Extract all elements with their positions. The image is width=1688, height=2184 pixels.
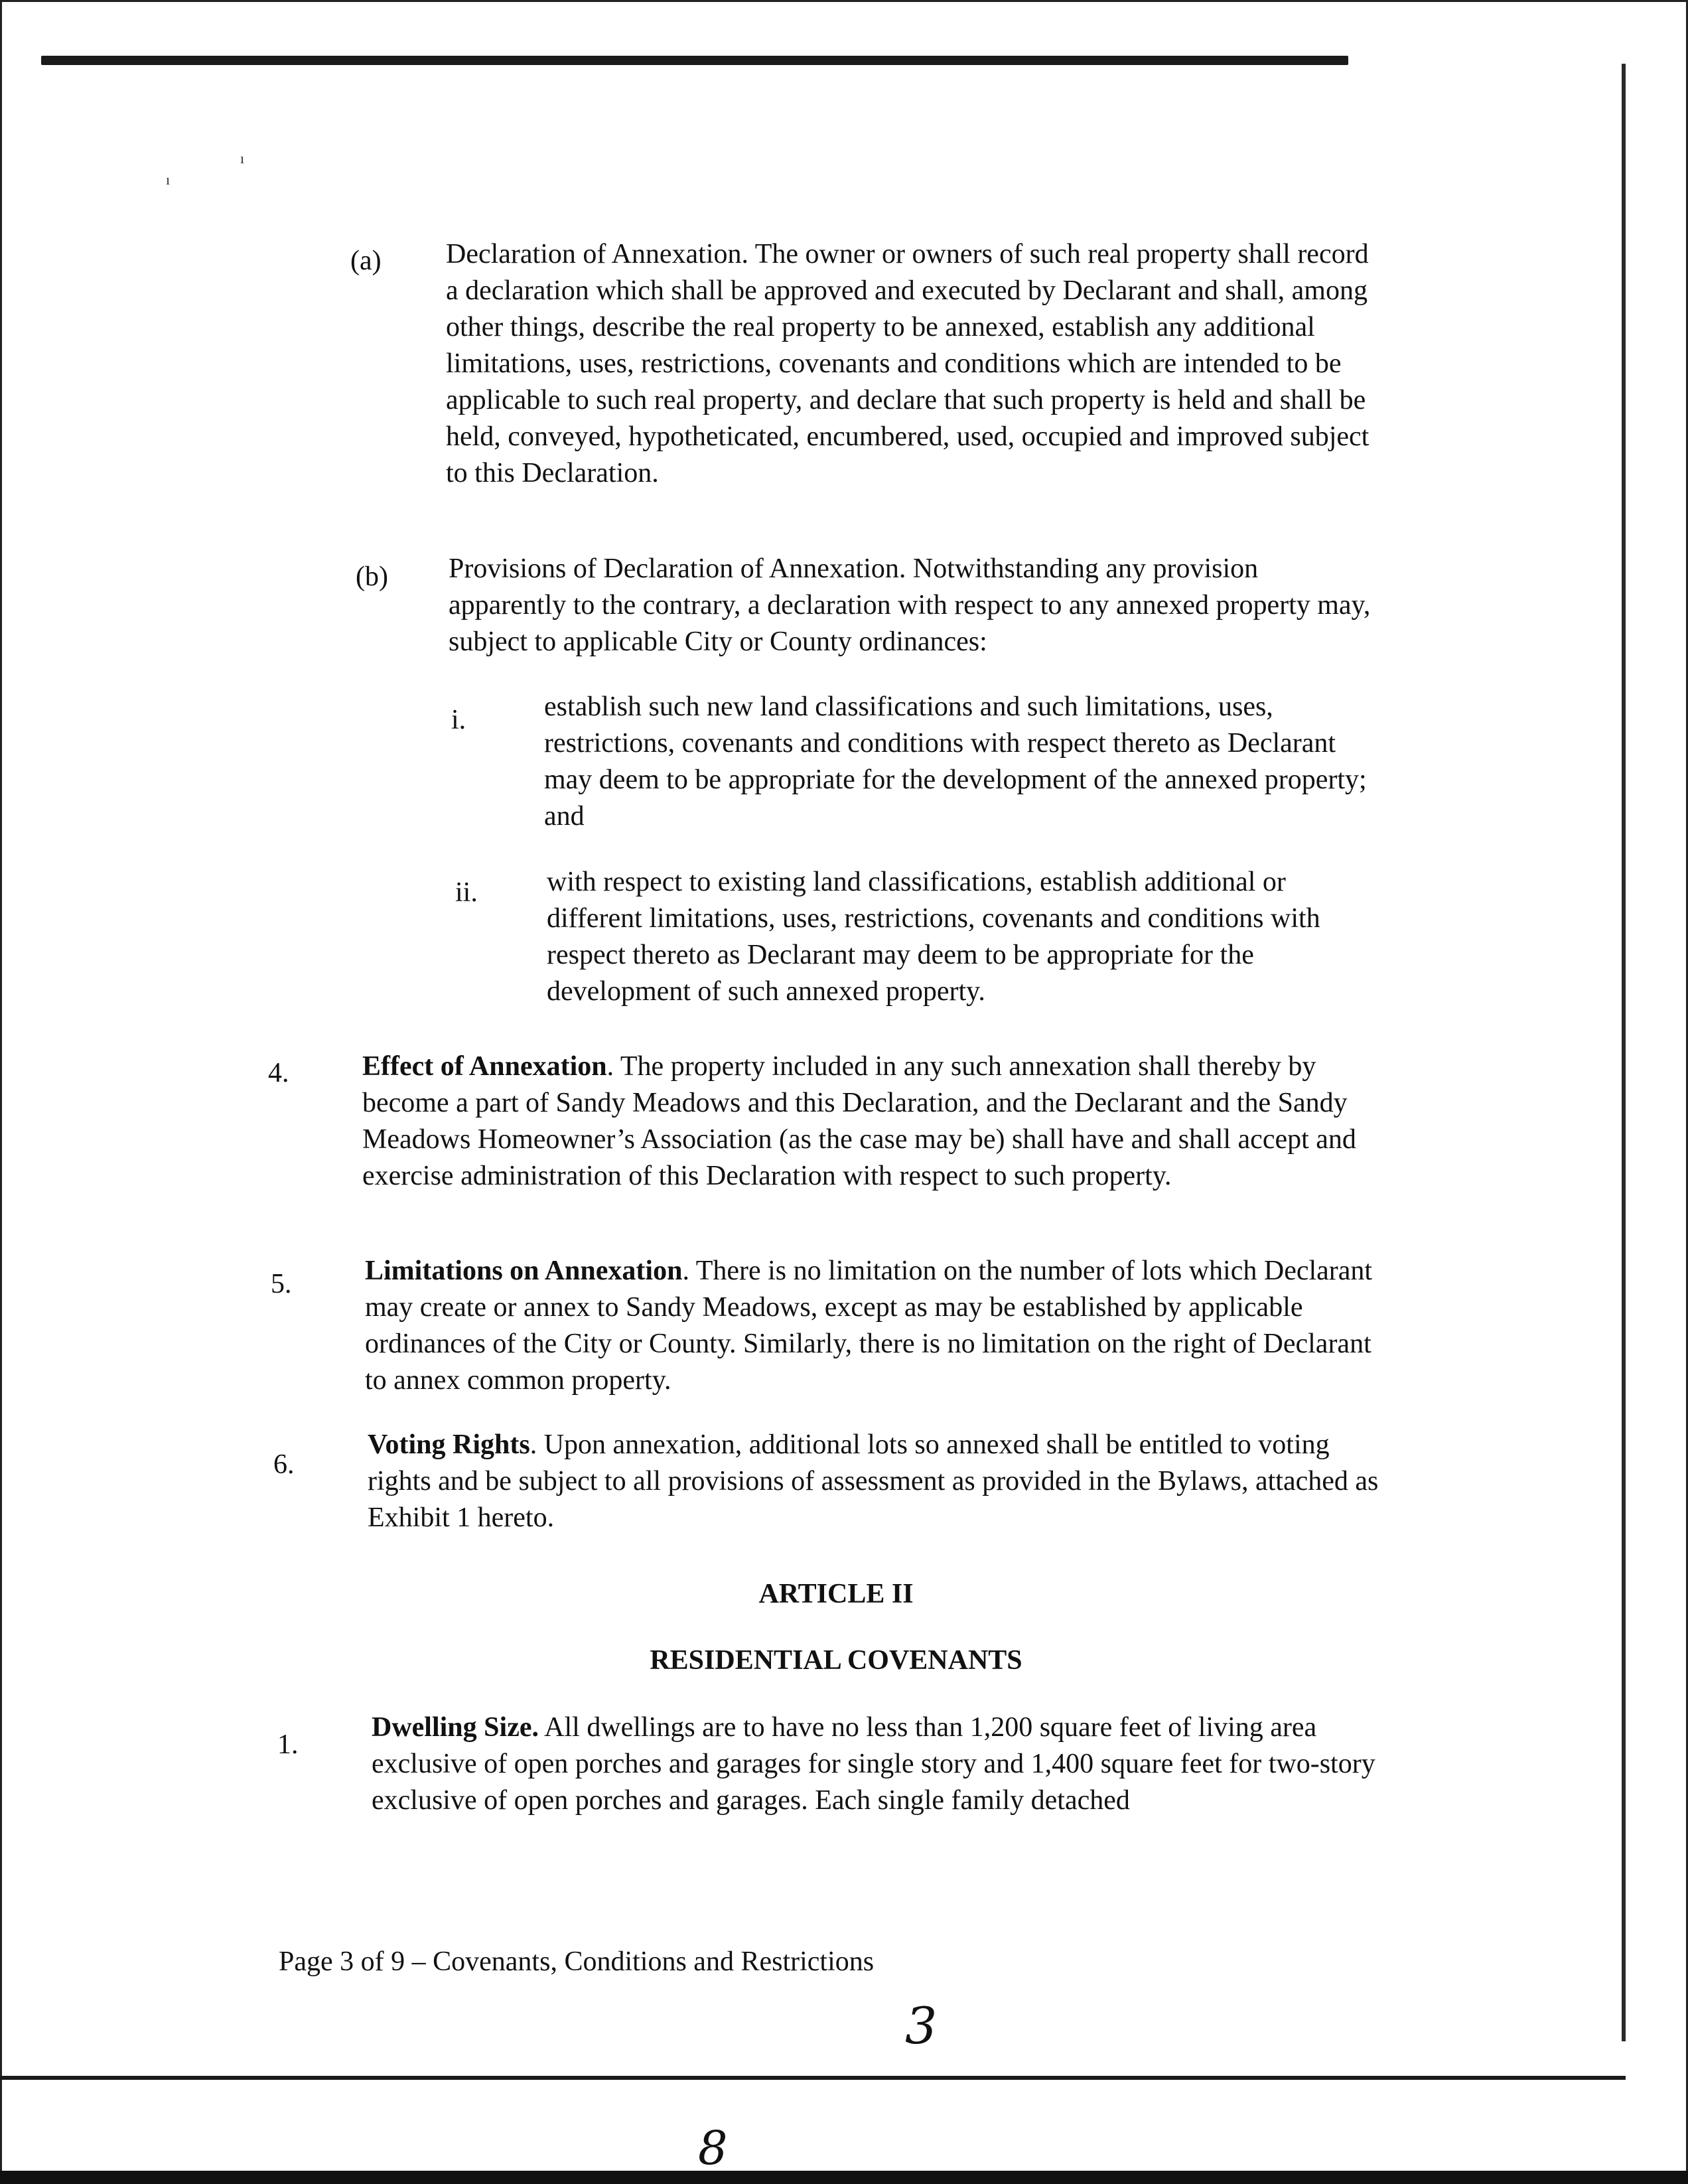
subparagraph-ii-text: with respect to existing land classifications, establish additional or different limitations, uses, restrictions, covenants and conditions with respect thereto as Declarant may deem to be appropriate for the development of such annexed property. (547, 867, 1320, 1007)
subparagraph-i-text: establish such new land classifications and such limitations, uses, restrictions, covenants and conditions with respect thereto as Declarant may deem to be appropriate for the development of the annexed property; and (544, 692, 1367, 832)
section-4-label: 4. (268, 1058, 289, 1088)
section-5-label: 5. (271, 1269, 292, 1299)
subparagraph-ii-label: ii. (455, 877, 478, 908)
article2-section-1-label: 1. (277, 1729, 299, 1760)
paragraph-b-label: (b) (356, 561, 388, 592)
article-heading: ARTICLE II (758, 1579, 914, 1609)
section-4-title: Effect of Annexation (362, 1051, 607, 1082)
section-4-body: The property included in any such annexation shall thereby by become a part of Sandy Meadows and this Declaration, and the Declarant and the Sandy Meadows Homeowner’s Association (as the case may be) shall have and shall accept and exercise administration of this Declaration with respect to such property. (362, 1051, 1356, 1191)
section-6-text (368, 1427, 1389, 1536)
article2-section-1-title: Dwelling Size. (372, 1712, 539, 1743)
paragraph-b-text: Provisions of Declaration of Annexation. Notwithstanding any provision apparently to the contrary, a declaration with respect to any annexed property may, subject to applicable City or County ordinances: (449, 553, 1371, 657)
article2-section-1-space (539, 1712, 544, 1743)
paragraph-a-text: Declaration of Annexation. The owner or owners of such real property shall record a declaration which shall be approved and executed by Declarant and shall, among other things, describe the real property to be annexed, establish any additional limitations, uses, restrictions, covenants and conditions which are intended to be applicable to such real property, and declare that such property is held and shall be held, conveyed, hypotheticated, encumbered, used, occupied and improved subject to this Declaration. (446, 239, 1370, 488)
section-6-body: Upon annexation, additional lots so annexed shall be entitled to voting rights and be subject to all provisions of assessment as provided in the Bylaws, attached as Exhibit 1 hereto. (368, 1429, 1379, 1533)
section-6-label: 6. (273, 1449, 295, 1480)
subparagraph-i-label: i. (451, 705, 466, 735)
section-6-title-period: . (529, 1429, 544, 1460)
right-rule (1622, 64, 1626, 2041)
section-6-title: Voting Rights (368, 1429, 530, 1460)
section-4-text (362, 1049, 1384, 1195)
scan-border-top (0, 0, 1688, 2)
bottom-rule (0, 2076, 1626, 2080)
article-title: RESIDENTIAL COVENANTS (650, 1645, 1022, 1676)
article2-section-1-body: All dwellings are to have no less than 1,200 square feet of living area exclusive of open porches and garages for single story and 1,400 square feet for two-story exclusive of open porches and garages. Each single family detached (372, 1712, 1375, 1816)
scan-border-left (0, 0, 2, 2184)
section-5-text (365, 1253, 1387, 1399)
scan-speck: ı (240, 150, 245, 167)
section-5-title: Limitations on Annexation (365, 1256, 683, 1286)
handwritten-page-number: 3 (905, 1996, 938, 2055)
article2-section-1-text (372, 1710, 1407, 1819)
handwritten-bottom-number: 8 (698, 2121, 728, 2175)
section-5-title-period: . (682, 1256, 696, 1286)
section-4-title-period: . (606, 1051, 620, 1082)
page-footer: Page 3 of 9 – Covenants, Conditions and Restrictions (279, 1946, 875, 1977)
paragraph-a-label: (a) (350, 246, 382, 276)
section-5-body: There is no limitation on the number of lots which Declarant may create or annex to Sandy Meadows, except as may be established by applicable ordinances of the City or County. Similarly, there is no limitation on the right of Declarant to annex common property. (365, 1256, 1373, 1396)
scan-border-bottom (0, 2171, 1688, 2184)
top-rule (41, 56, 1348, 65)
scan-speck: ı (166, 171, 171, 188)
